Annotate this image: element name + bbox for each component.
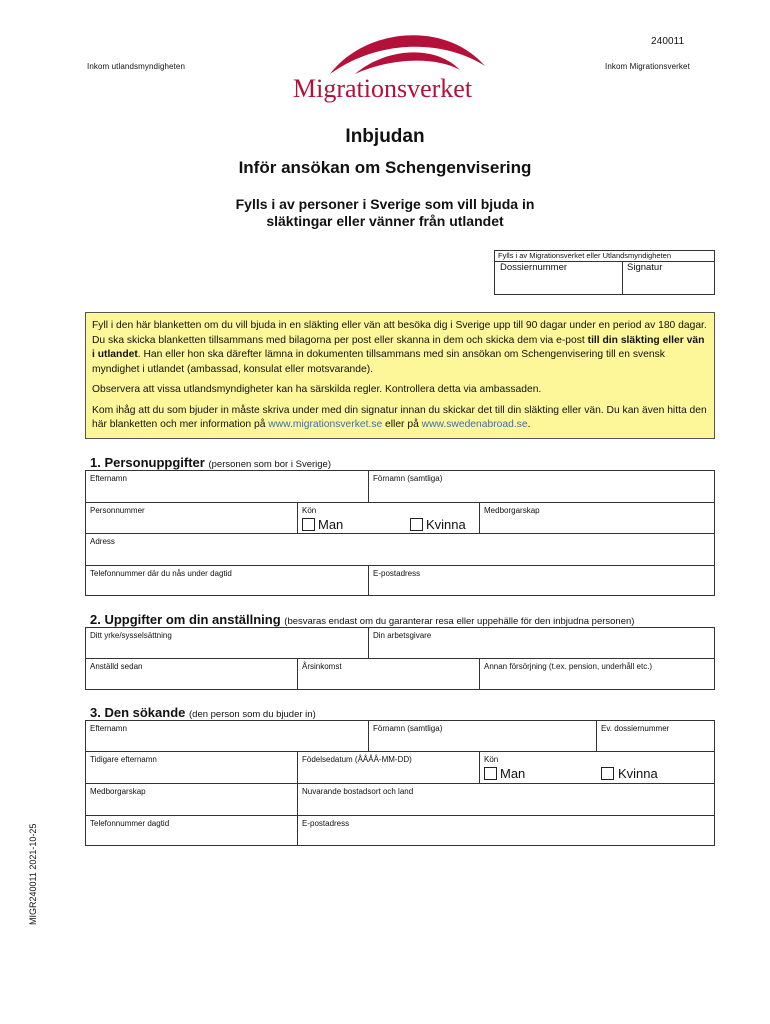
info-box <box>85 312 715 439</box>
s2-occupation-field[interactable]: Ditt yrke/sysselsättning <box>85 627 368 658</box>
s3-surname-field[interactable]: Efternamn <box>85 720 368 751</box>
s3-citizenship-field[interactable]: Medborgarskap <box>85 783 297 815</box>
s1-man-checkbox[interactable] <box>302 518 315 531</box>
section-2-grid <box>85 627 715 690</box>
section-2-heading: 2. Uppgifter om din anställning (besvaras endast om du garanterar resa eller uppehälle för den inbjudna personen) <box>90 612 635 627</box>
link-migrationsverket[interactable]: www.migrationsverket.se <box>268 419 383 430</box>
dossier-field[interactable] <box>495 262 623 294</box>
s2-employed-since-field[interactable]: Anställd sedan <box>85 658 297 690</box>
section-1-heading: 1. Personuppgifter (personen som bor i Sverige) <box>90 455 331 470</box>
info-paragraph-3: Kom ihåg att du som bjuder in måste skriva under med din signatur innan du skickar det till din släkting eller vän. Du kan även hitta den här blanketten och mer information på www.migrationsverket.se eller på www.swedenabroad.se. <box>92 404 707 430</box>
s3-woman-label: Kvinna <box>618 766 658 781</box>
s3-firstname-field[interactable]: Förnamn (samtliga) <box>368 720 596 751</box>
s1-woman-checkbox[interactable] <box>410 518 423 531</box>
right-stamp-label: Inkom Migrationsverket <box>605 62 690 71</box>
side-form-code: MIGR240011 2021-10-25 <box>28 823 38 925</box>
signature-label: Signatur <box>627 262 663 273</box>
s2-income-field[interactable]: Årsinkomst <box>297 658 479 690</box>
s1-firstname-field[interactable]: Förnamn (samtliga) <box>368 470 715 502</box>
section-1-grid <box>85 470 715 596</box>
s1-man-label: Man <box>318 517 344 532</box>
s3-gender-field: Kön Man Kvinna <box>479 751 715 783</box>
s3-email-field[interactable]: E-postadress <box>297 815 715 846</box>
section-3-grid <box>85 720 715 846</box>
s2-other-support-field[interactable]: Annan försörjning (t.ex. pension, underhåll etc.) <box>479 658 715 690</box>
info-paragraph-2: Observera att vissa utlandsmyndigheter kan ha särskilda regler. Kontrollera detta via ambassaden. <box>92 384 542 395</box>
office-use-box <box>494 250 715 295</box>
page-subtitle: Inför ansökan om Schengenvisering <box>238 158 532 177</box>
page-title: Inbjudan <box>345 126 425 147</box>
signature-field[interactable] <box>623 262 714 294</box>
s1-phone-field[interactable]: Telefonnummer där du nås under dagtid <box>85 565 368 596</box>
form-number: 240011 <box>651 36 685 47</box>
s3-birthdate-field[interactable]: Födelsedatum (ÅÅÅÅ-MM-DD) <box>297 751 479 783</box>
s3-woman-checkbox[interactable] <box>601 767 614 780</box>
s3-residence-field[interactable]: Nuvarande bostadsort och land <box>297 783 715 815</box>
s3-man-checkbox[interactable] <box>484 767 497 780</box>
section-3-heading: 3. Den sökande (den person som du bjuder in) <box>90 705 316 720</box>
intro-line-2: släktingar eller vänner från utlandet <box>266 213 504 229</box>
s1-woman-label: Kvinna <box>426 517 466 532</box>
s1-email-field[interactable]: E-postadress <box>368 565 715 596</box>
s1-citizenship-field[interactable]: Medborgarskap <box>479 502 715 533</box>
intro-line-1: Fylls i av personer i Sverige som vill bjuda in <box>235 196 535 212</box>
s3-former-surname-field[interactable]: Tidigare efternamn <box>85 751 297 783</box>
logo <box>285 26 500 106</box>
s1-address-field[interactable]: Adress <box>85 533 715 565</box>
s1-personal-number-field[interactable]: Personnummer <box>85 502 297 533</box>
s3-phone-field[interactable]: Telefonnummer dagtid <box>85 815 297 846</box>
s1-surname-field[interactable]: Efternamn <box>85 470 368 502</box>
s3-man-label: Man <box>500 766 526 781</box>
left-stamp-label: Inkom utlandsmyndigheten <box>87 62 186 71</box>
office-box-caption: Fylls i av Migrationsverket eller Utlandsmyndigheten <box>495 251 714 262</box>
dossier-label: Dossiernummer <box>500 262 568 273</box>
info-paragraph-1: Fyll i den här blanketten om du vill bjuda in en släkting eller vän att besöka dig i Sverige upp till 90 dagar under en period av 180 dagar. Du ska skicka blanketten tillsammans med bilagorna per post eller skanna in dem och skicka dem via e-post till din släkting eller vän i utlandet. Han eller hon ska därefter lämna in dokumenten tillsammans med sin ansökan om Schengenvisering till en svensk myndighet i utlandet (ambassad, konsulat eller motsvarande). <box>92 320 707 375</box>
logo-arc-icon <box>285 26 500 76</box>
s3-dossier-field[interactable]: Ev. dossiernummer <box>596 720 715 751</box>
link-swedenabroad[interactable]: www.swedenabroad.se <box>421 419 528 430</box>
logo-text: Migrationsverket <box>293 74 473 103</box>
s1-gender-field: Kön Man Kvinna <box>297 502 479 533</box>
s2-employer-field[interactable]: Din arbetsgivare <box>368 627 715 658</box>
